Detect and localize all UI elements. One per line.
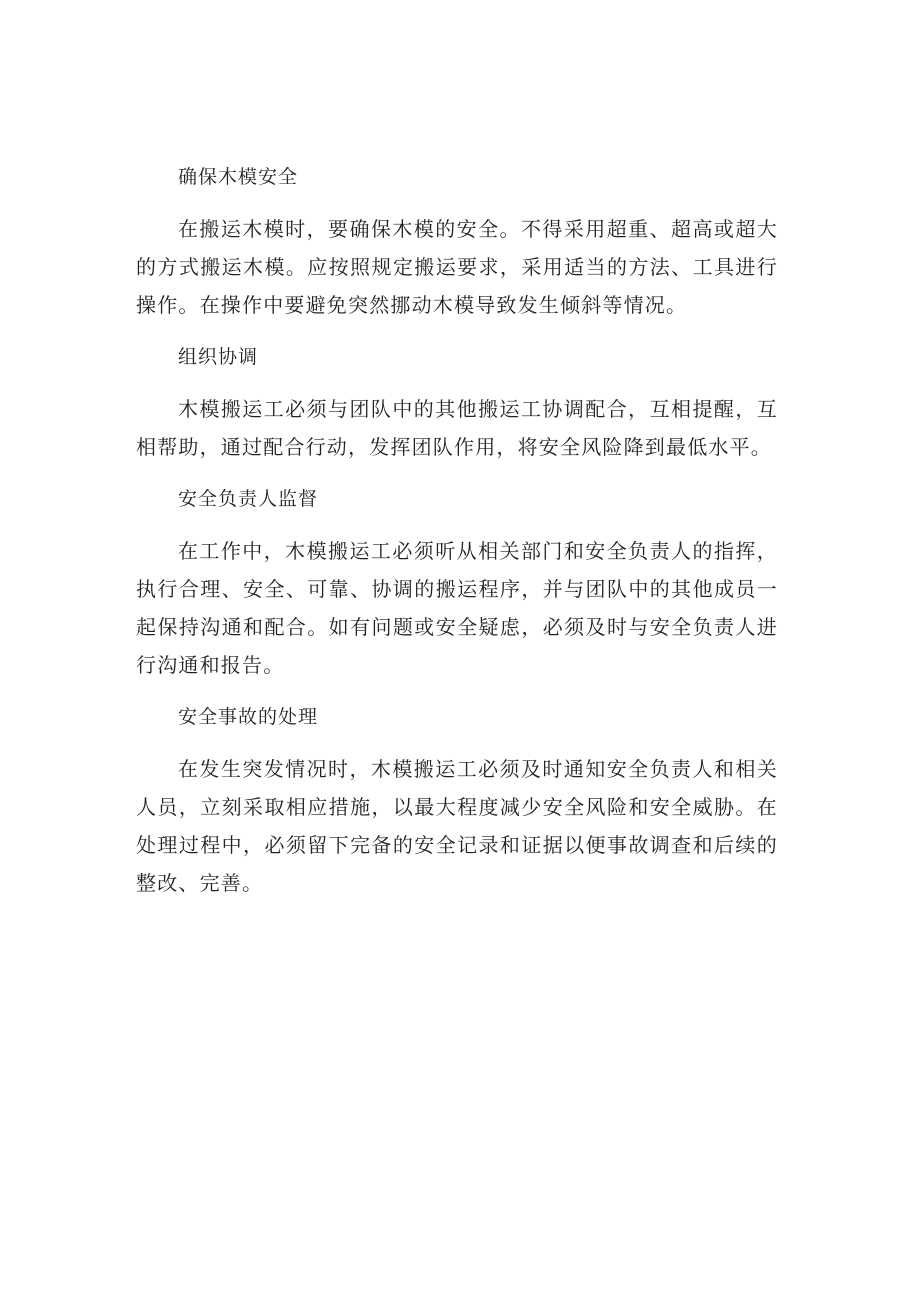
section-body-wood-mold-safety: 在搬运木模时，要确保木模的安全。不得采用超重、超高或超大的方式搬运木模。应按照规定搬运要求，采用适当的方法、工具进行操作。在操作中要避免突然挪动木模导致发生倾斜等情况。 bbox=[136, 217, 778, 317]
section-body-safety-supervision: 在工作中，木模搬运工必须听从相关部门和安全负责人的指挥，执行合理、安全、可靠、协调的搬运程序，并与团队中的其他成员一起保持沟通和配合。如有问题或安全疑虑，必须及时与安全负责人进行沟通和报告。 bbox=[136, 539, 778, 677]
section-heading-wood-mold-safety: 确保木模安全 bbox=[178, 166, 299, 188]
section-heading-accident-handling: 安全事故的处理 bbox=[178, 706, 319, 728]
section-body-accident-handling: 在发生突发情况时，木模搬运工必须及时通知安全负责人和相关人员，立刻采取相应措施，以最大程度减少安全风险和安全威胁。在处理过程中，必须留下完备的安全记录和证据以便事故调查和后续的整改、完善。 bbox=[136, 757, 778, 895]
section-heading-coordination: 组织协调 bbox=[178, 346, 259, 368]
section-heading-safety-supervision: 安全负责人监督 bbox=[178, 488, 319, 510]
section-body-coordination: 木模搬运工必须与团队中的其他搬运工协调配合，互相提醒，互相帮助，通过配合行动，发挥团队作用，将安全风险降到最低水平。 bbox=[136, 397, 778, 459]
document-page bbox=[136, 158, 778, 902]
